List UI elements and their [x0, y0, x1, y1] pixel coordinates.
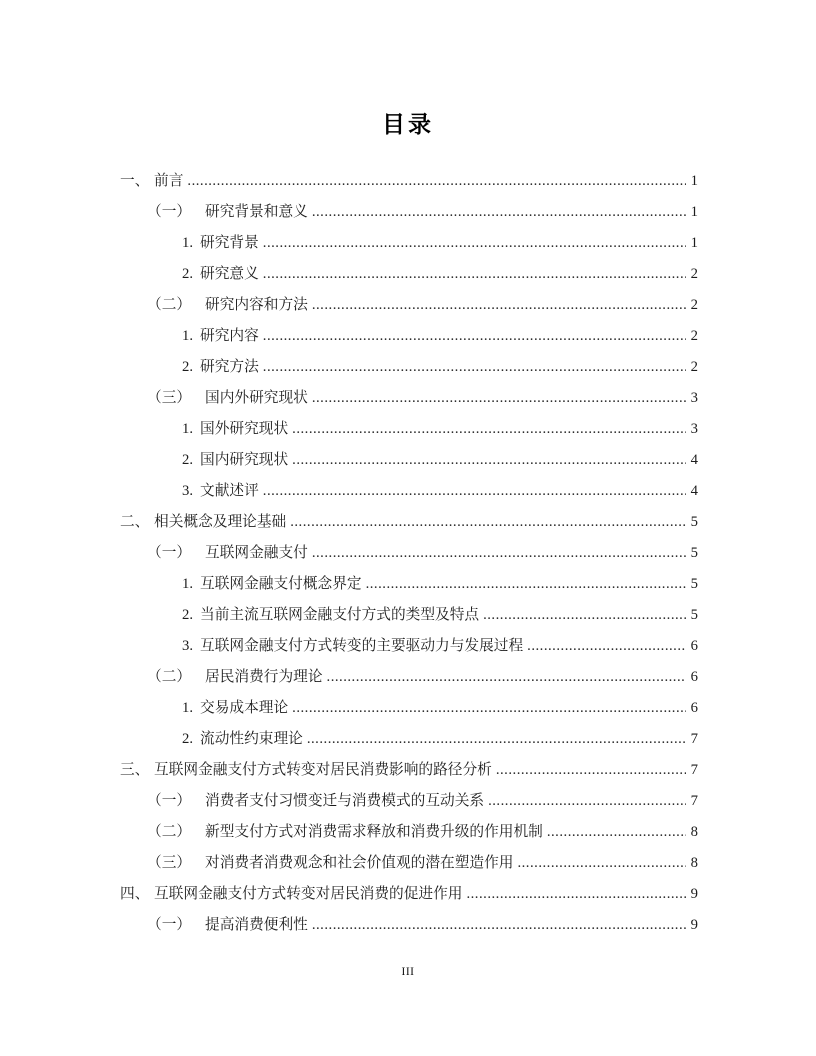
toc-entry-label: 互联网金融支付方式转变对居民消费的促进作用 [154, 886, 463, 902]
toc-entry-number: 1. [182, 700, 194, 716]
toc-dot-leader [263, 476, 686, 507]
toc-entry-number: （一） [147, 545, 192, 561]
toc-entry[interactable] [120, 476, 698, 507]
toc-entry[interactable] [120, 383, 698, 414]
toc-entry-number: 2. [182, 607, 194, 623]
toc-entry-number: 1. [182, 235, 194, 251]
toc-dot-leader [483, 600, 686, 631]
toc-entry-label: 互联网金融支付 [205, 545, 308, 561]
toc-entry-page: 5 [690, 514, 698, 530]
toc-entry-page: 4 [690, 483, 698, 499]
toc-entry[interactable] [120, 569, 698, 600]
toc-entry-page: 3 [690, 390, 698, 406]
toc-dot-leader [517, 848, 686, 879]
toc-entry-page: 3 [690, 421, 698, 437]
toc-entry-label: 研究背景 [200, 235, 259, 251]
toc-entry-page: 5 [690, 545, 698, 561]
toc-entry-label: 研究内容 [200, 328, 259, 344]
toc-entry[interactable] [120, 445, 698, 476]
toc-dot-leader [290, 507, 686, 538]
toc-entry-number: （一） [147, 793, 192, 809]
toc-entry-page: 1 [690, 235, 698, 251]
toc-entry-page: 9 [690, 886, 698, 902]
toc-entry[interactable] [120, 414, 698, 445]
toc-dot-leader [527, 631, 686, 662]
toc-entry-page: 8 [690, 824, 698, 840]
toc-entry-label: 当前主流互联网金融支付方式的类型及特点 [200, 607, 480, 623]
toc-entry-page: 5 [690, 576, 698, 592]
toc-entry[interactable] [120, 600, 698, 631]
toc-entry[interactable] [120, 197, 698, 228]
toc-entry-number: 3. [182, 483, 194, 499]
toc-entry-page: 2 [690, 328, 698, 344]
toc-entry-page: 2 [690, 266, 698, 282]
toc-dot-leader [312, 197, 686, 228]
toc-entry-number: 2. [182, 359, 194, 375]
toc-entry-number: 2. [182, 266, 194, 282]
toc-entry-number: 二、 [120, 514, 150, 530]
toc-entry-number: （一） [147, 917, 192, 933]
toc-dot-leader [312, 910, 686, 941]
toc-entry-label: 国内研究现状 [200, 452, 289, 468]
toc-entry-number: （三） [147, 855, 192, 871]
toc-entry-label: 互联网金融支付方式转变的主要驱动力与发展过程 [200, 638, 524, 654]
toc-entry[interactable] [120, 352, 698, 383]
toc-entry[interactable] [120, 290, 698, 321]
toc-entry[interactable] [120, 848, 698, 879]
toc-entry-label: 互联网金融支付概念界定 [200, 576, 362, 592]
toc-entry-label: 流动性约束理论 [200, 731, 303, 747]
toc-entry-page: 1 [690, 204, 698, 220]
toc-entry[interactable] [120, 910, 698, 941]
toc-dot-leader [366, 569, 686, 600]
footer-page-number: III [401, 966, 415, 978]
toc-entry-number: （二） [147, 824, 192, 840]
toc-entry[interactable] [120, 166, 698, 197]
toc-entry-number: （一） [147, 204, 192, 220]
toc-entry-page: 8 [690, 855, 698, 871]
toc-dot-leader [263, 352, 686, 383]
toc-entry-number: 2. [182, 452, 194, 468]
toc-dot-leader [312, 538, 686, 569]
toc-entry-label: 研究意义 [200, 266, 259, 282]
toc-entry-number: （二） [147, 669, 192, 685]
toc-entry-page: 7 [690, 793, 698, 809]
toc-list [120, 166, 698, 941]
toc-entry-number: （二） [147, 297, 192, 313]
toc-entry[interactable] [120, 321, 698, 352]
toc-dot-leader [263, 259, 686, 290]
page-title: 目录 [382, 111, 434, 137]
toc-entry-page: 6 [690, 669, 698, 685]
toc-dot-leader [292, 414, 686, 445]
toc-entry-page: 1 [690, 173, 698, 189]
toc-entry-page: 2 [690, 359, 698, 375]
toc-dot-leader [496, 755, 686, 786]
toc-entry-number: 一、 [120, 173, 150, 189]
toc-entry-label: 研究方法 [200, 359, 259, 375]
toc-entry-label: 互联网金融支付方式转变对居民消费影响的路径分析 [154, 762, 492, 778]
toc-dot-leader [547, 817, 686, 848]
toc-entry-label: 前言 [154, 173, 184, 189]
toc-entry[interactable] [120, 817, 698, 848]
toc-dot-leader [312, 383, 686, 414]
toc-entry[interactable] [120, 259, 698, 290]
toc-entry-number: 三、 [120, 762, 150, 778]
toc-dot-leader [312, 290, 686, 321]
toc-dot-leader [187, 166, 686, 197]
toc-entry-number: 3. [182, 638, 194, 654]
toc-entry-label: 研究内容和方法 [205, 297, 308, 313]
toc-entry-label: 相关概念及理论基础 [154, 514, 287, 530]
toc-entry-label: 文献述评 [200, 483, 259, 499]
toc-entry[interactable] [120, 724, 698, 755]
toc-entry[interactable] [120, 631, 698, 662]
toc-entry-number: 1. [182, 421, 194, 437]
toc-entry-label: 对消费者消费观念和社会价值观的潜在塑造作用 [205, 855, 514, 871]
toc-entry-label: 国外研究现状 [200, 421, 289, 437]
toc-entry[interactable] [120, 786, 698, 817]
toc-dot-leader [488, 786, 686, 817]
toc-entry-number: 2. [182, 731, 194, 747]
toc-entry-page: 5 [690, 607, 698, 623]
toc-entry-page: 7 [690, 731, 698, 747]
toc-entry[interactable] [120, 662, 698, 693]
toc-entry-label: 交易成本理论 [200, 700, 289, 716]
toc-entry-label: 消费者支付习惯变迁与消费模式的互动关系 [205, 793, 485, 809]
toc-entry-label: 新型支付方式对消费需求释放和消费升级的作用机制 [205, 824, 543, 840]
toc-entry[interactable] [120, 879, 698, 910]
toc-dot-leader [292, 693, 686, 724]
toc-dot-leader [263, 321, 686, 352]
toc-entry-page: 6 [690, 700, 698, 716]
toc-entry-number: （三） [147, 390, 192, 406]
toc-entry-page: 2 [690, 297, 698, 313]
toc-entry[interactable] [120, 507, 698, 538]
toc-entry-label: 研究背景和意义 [205, 204, 308, 220]
toc-entry-label: 国内外研究现状 [205, 390, 308, 406]
toc-entry-number: 1. [182, 576, 194, 592]
toc-dot-leader [327, 662, 686, 693]
toc-entry-number: 四、 [120, 886, 150, 902]
toc-dot-leader [466, 879, 686, 910]
toc-entry-page: 9 [690, 917, 698, 933]
toc-dot-leader [292, 445, 686, 476]
toc-dot-leader [263, 228, 686, 259]
toc-entry[interactable] [120, 538, 698, 569]
toc-entry-label: 提高消费便利性 [205, 917, 308, 933]
toc-entry-page: 7 [690, 762, 698, 778]
toc-entry[interactable] [120, 755, 698, 786]
toc-entry[interactable] [120, 228, 698, 259]
toc-entry-label: 居民消费行为理论 [205, 669, 323, 685]
toc-entry-number: 1. [182, 328, 194, 344]
toc-dot-leader [307, 724, 686, 755]
toc-entry-page: 6 [690, 638, 698, 654]
toc-entry[interactable] [120, 693, 698, 724]
toc-entry-page: 4 [690, 452, 698, 468]
